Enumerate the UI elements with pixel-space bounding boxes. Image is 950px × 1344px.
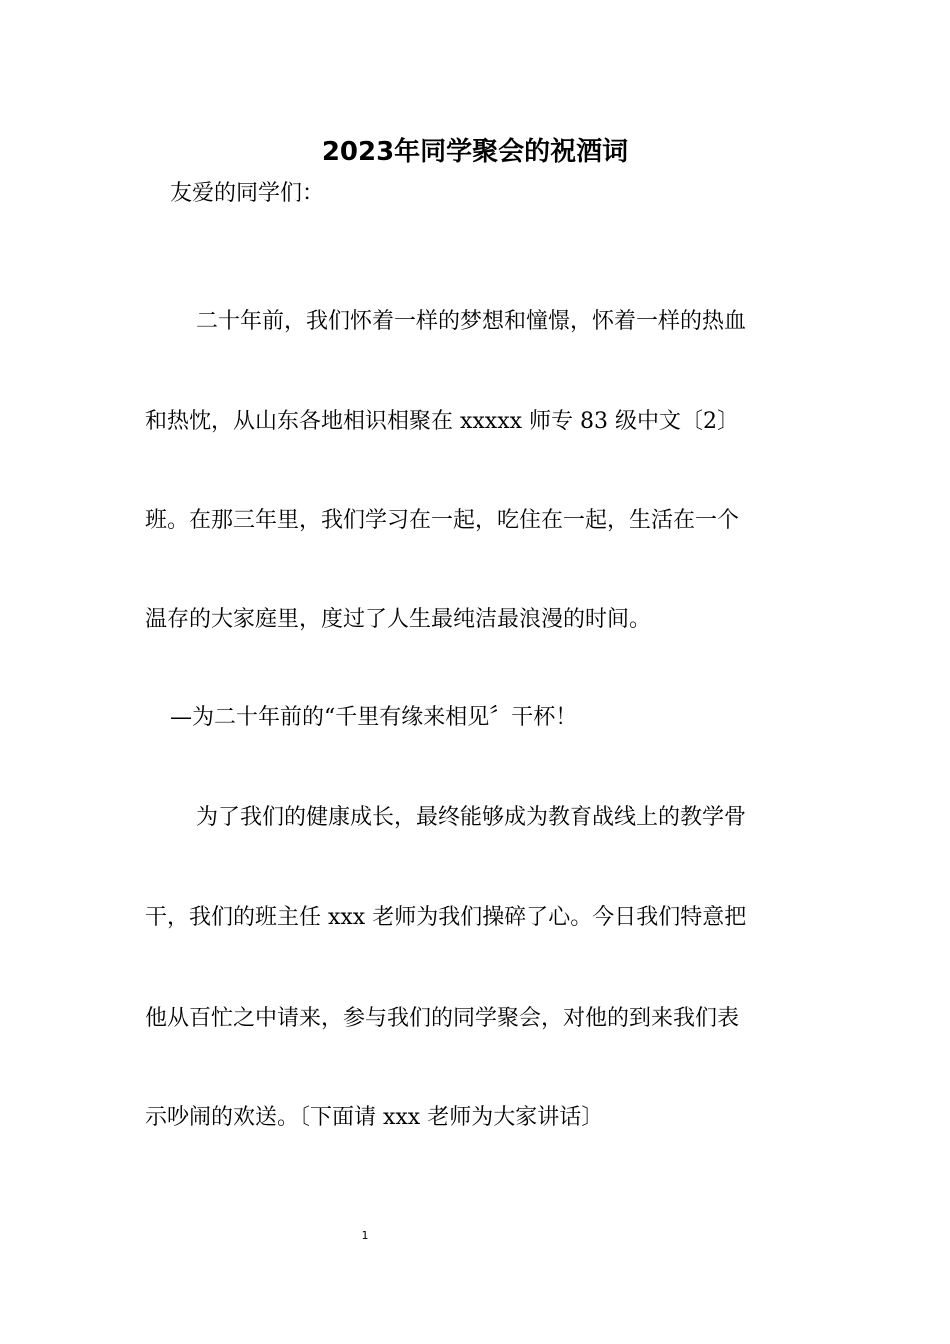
salutation-line: 友爱的同学们： [170,181,325,206]
paragraph-1-line-1: 二十年前，我们怀着一样的梦想和憧憬，怀着一样的热血 [196,309,747,334]
paragraph-1-line-4: 温存的大家庭里，度过了人生最纯洁最浪漫的时间。 [145,607,652,632]
paragraph-1-line-3: 班。在那三年里，我们学习在一起，吃住在一起，生活在一个 [145,508,740,533]
paragraph-1-line-2: 和热忱，从山东各地相识相聚在 xxxxx 师专 83 级中文〔2〕 [145,409,740,434]
paragraph-2-line-1: 为了我们的健康成长，最终能够成为教育战线上的教学骨 [196,805,747,830]
paragraph-2-line-4: 示吵闹的欢送。〔下面请 xxx 老师为大家讲话〕 [145,1105,604,1130]
page-number: 1 [361,1229,369,1242]
paragraph-2-line-2: 干，我们的班主任 xxx 老师为我们操碎了心。今日我们特意把 [145,905,747,930]
document-title: 2023年同学聚会的祝酒词 [321,137,629,167]
paragraph-2-line-3: 他从百忙之中请来，参与我们的同学聚会，对他的到来我们表 [145,1006,740,1031]
toast-line: —为二十年前的“千里有缘来相见〞干杯！ [170,705,578,730]
